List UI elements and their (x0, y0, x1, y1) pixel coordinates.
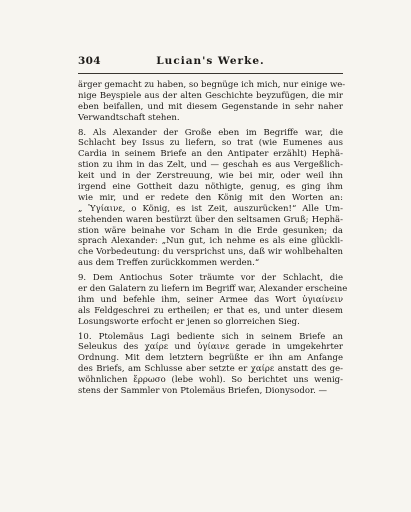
text-line: wie mir, und er redete den König mit den Worten an: (78, 192, 343, 203)
text-line: stion zu ihm in das Zelt, und — geschah es aus Vergeßlich- (78, 160, 343, 171)
paragraph (78, 80, 346, 124)
body-text (78, 80, 348, 397)
text-line: wöhnlichen ἔρρωσο (lebe wohl). So berichtet uns wenig- (78, 375, 343, 386)
paragraph (78, 273, 348, 327)
paragraph (78, 128, 343, 270)
text-line: sprach Alexander: „Nun gut, ich nehme es als eine glückli- (78, 236, 343, 247)
text-line: Verwandtschaft stehen. (78, 112, 180, 123)
text-line: irgend eine Gottheit dazu nöthigte, genug, es ging ihm (78, 182, 343, 193)
text-line: nige Beyspiele aus der alten Geschichte beyzufügen, die mir (78, 90, 343, 101)
text-line: er den Galatern zu liefern im Begriff war, Alexander erscheine (78, 284, 348, 295)
text-line: eben beifallen, und mit diesem Gegenstande in sehr naher (78, 101, 343, 112)
text-line: 9. Dem Antiochus Soter träumte vor der Schlacht, die (78, 273, 343, 284)
text-line: Losungsworte erfocht er jenen so glorreichen Sieg. (78, 316, 300, 327)
text-line: Schlacht bey Issus zu liefern, so trat (wie Eumenes aus (78, 138, 343, 149)
text-line: des Briefs, am Schlusse aber setzte er χαίρε anstatt des ge- (78, 364, 343, 375)
text-line: keit und in der Zerstreuung, wie bei mir, oder weil ihn (78, 171, 343, 182)
paragraph (78, 332, 343, 397)
text-line: Ordnung. Mit dem letztern begrüßte er ihn am Anfange (78, 353, 343, 364)
header-rule (78, 73, 343, 74)
text-line: Seleukus des χαίρε und ὑγίαινε gerade in umgekehrter (78, 342, 343, 353)
page-header (78, 55, 343, 69)
text-line: ärger gemacht zu haben, so begnüge ich mich, nur einige we- (78, 80, 346, 90)
text-line: stion wäre beinahe vor Scham in die Erde gesunken; da (78, 225, 343, 236)
text-line: che Vorbedeutung: du versprichst uns, daß wir wohlbehalten (78, 247, 343, 258)
text-line: ihm und befehle ihm, seiner Armee das Wort ὑγιαίνειν (78, 294, 343, 305)
text-line: aus dem Treffen zurückkommen werden.“ (78, 258, 260, 269)
text-line: 10. Ptolemäus Lagi bediente sich in seinem Briefe an (78, 331, 343, 342)
text-line: stens der Sammler von Ptolemäus Briefen, Dionysodor. — (78, 386, 327, 397)
page-number: 304 (78, 55, 101, 67)
text-line: Cardia in seinem Briefe an den Antipater erzählt) Hephä- (78, 149, 343, 160)
text-line: stehenden waren bestürzt über den seltsamen Gruß; Hephä- (78, 214, 343, 225)
text-line: „ Ὑγίαινε, o König, es ist Zeit, auszurücken!“ Alle Um- (78, 203, 343, 214)
text-line: 8. Als Alexander der Große eben im Begriffe war, die (78, 127, 343, 138)
text-line: als Feldgeschrei zu ertheilen; er that es, und unter diesem (78, 305, 343, 316)
running-title: Lucian's Werke. (156, 55, 265, 67)
